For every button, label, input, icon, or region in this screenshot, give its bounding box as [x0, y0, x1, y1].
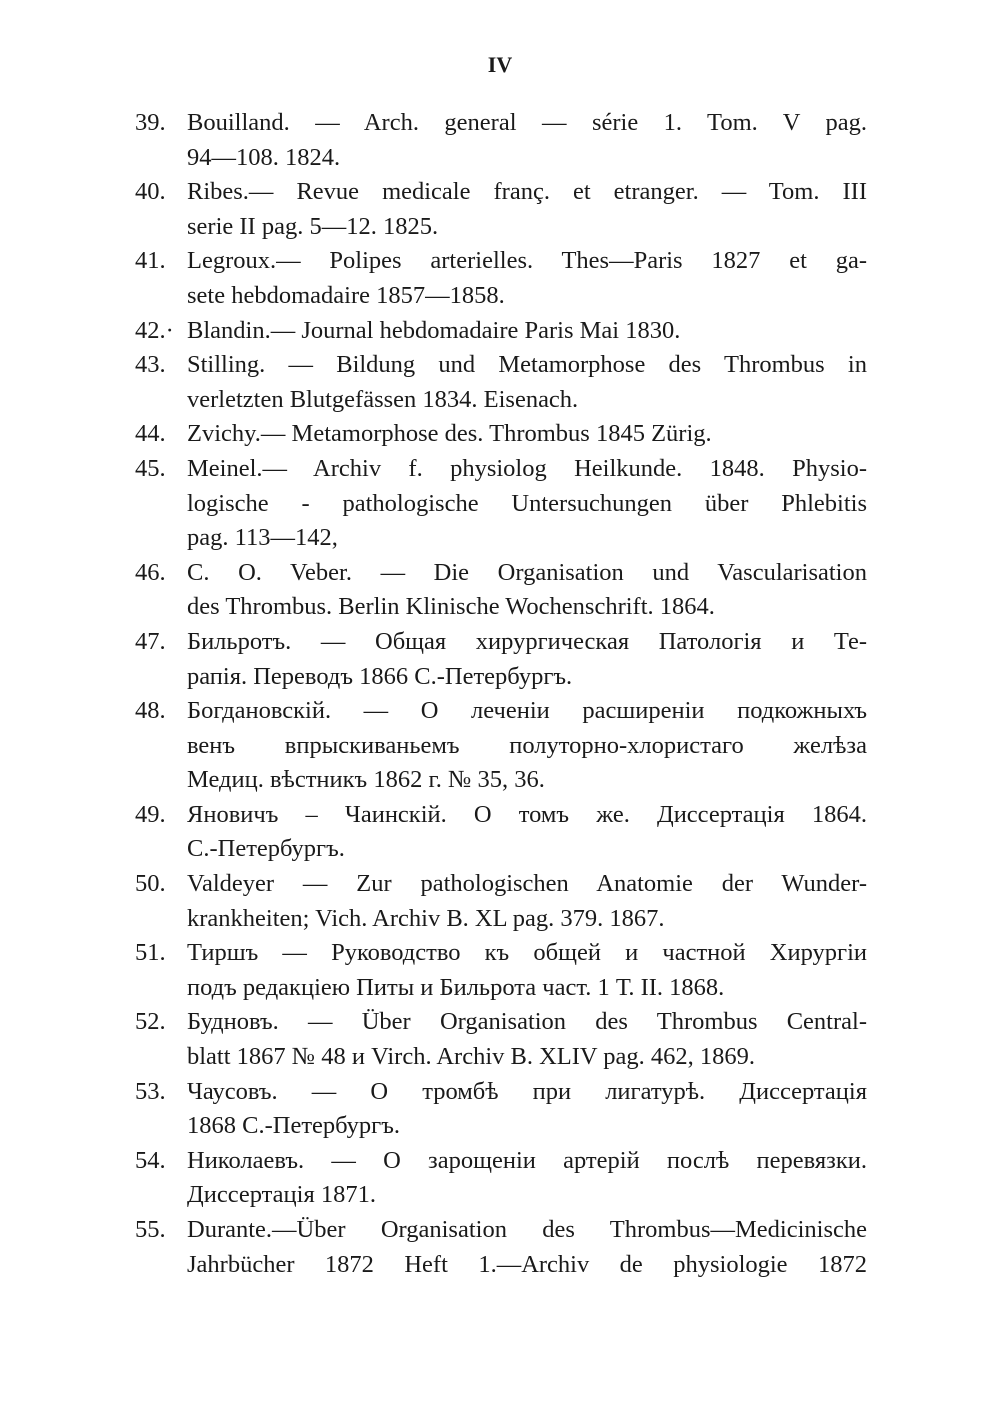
entry-text-line: 94—108. 1824. — [187, 143, 341, 171]
entry-text-line: Яновичъ – Чаинскій. О томъ же. Диссертація 1864. — [187, 800, 867, 828]
bibliography-entry-continuation — [135, 971, 867, 1006]
bibliography-entry-continuation — [135, 1040, 867, 1075]
entry-number: 44. — [135, 420, 166, 448]
entry-text-line: verletzten Blutgefässen 1834. Eisenach. — [187, 385, 579, 413]
bibliography-entry — [135, 1213, 867, 1248]
bibliography-entry — [135, 867, 867, 902]
bibliography-entry — [135, 175, 867, 210]
bibliography-entry-continuation — [135, 590, 867, 625]
entry-text-line: Бильротъ. — Общая хирургическая Патологія и Те- — [187, 627, 867, 655]
bibliography-entry-continuation — [135, 763, 867, 798]
entry-text-line: Stilling. — Bildung und Metamorphose des Thrombus in — [187, 351, 867, 379]
bibliography-entry-continuation — [135, 521, 867, 556]
bibliography-entry-continuation — [135, 832, 867, 867]
entry-number: 50. — [135, 870, 166, 898]
bibliography-entry — [135, 625, 867, 660]
entry-text-line: Jahrbücher 1872 Heft 1.—Archiv de physiologie 1872 — [187, 1250, 867, 1278]
bibliography-entry-continuation — [135, 141, 867, 176]
bibliography-entry-continuation — [135, 487, 867, 522]
entry-text-line: Будновъ. — Über Organisation des Thrombus Central- — [187, 1008, 867, 1036]
entry-text-line: венъ впрыскиваньемъ полуторно-хлористаго желѣза — [187, 731, 867, 759]
entry-text-line: Valdeyer — Zur pathologischen Anatomie der Wunder- — [187, 870, 867, 898]
bibliography-entry-continuation — [135, 1178, 867, 1213]
bibliography-entry-continuation — [135, 660, 867, 695]
entry-number: 40. — [135, 178, 166, 206]
entry-text-line: des Thrombus. Berlin Klinische Wochenschrift. 1864. — [187, 593, 715, 621]
bibliography-entry — [135, 348, 867, 383]
bibliography-entry-continuation — [135, 279, 867, 314]
bibliography-entry — [135, 244, 867, 279]
bibliography-entry — [135, 417, 867, 452]
entry-text-line: logische - pathologische Untersuchungen über Phlebitis — [187, 489, 867, 517]
entry-number: 45. — [135, 454, 166, 482]
entry-text-line: sete hebdomadaire 1857—1858. — [187, 281, 505, 309]
entry-number: 43. — [135, 351, 166, 379]
entry-number: 46. — [135, 558, 166, 586]
entry-number: 49. — [135, 800, 166, 828]
page-number: IV — [487, 52, 513, 77]
entry-text-line: C. O. Veber. — Die Organisation und Vascularisation — [187, 558, 867, 586]
entry-number: 41. — [135, 247, 166, 275]
entry-text-line: Николаевъ. — О зарощеніи артерій послѣ перевязки. — [187, 1146, 867, 1174]
entry-number: 53. — [135, 1077, 166, 1105]
entry-text-line: подъ редакціею Питы и Бильрота част. 1 Т. II. 1868. — [187, 973, 725, 1001]
entry-number: 51. — [135, 939, 166, 967]
entry-text-line: рапія. Переводъ 1866 С.-Петербургъ. — [187, 662, 573, 690]
bibliography-entry-continuation — [135, 1109, 867, 1144]
entry-text-line: С.-Петербургъ. — [187, 835, 345, 863]
bibliography-entry — [135, 556, 867, 591]
entry-text-line: 1868 С.-Петербургъ. — [187, 1112, 401, 1140]
entry-number: 42.· — [135, 316, 174, 344]
entry-number: 54. — [135, 1146, 166, 1174]
entry-number: 55. — [135, 1216, 166, 1243]
entry-number: 52. — [135, 1008, 166, 1036]
bibliography-entry — [135, 452, 867, 487]
entry-text-line: Durante.—Über Organisation des Thrombus—Medicinische — [187, 1216, 867, 1243]
bibliography-entry — [135, 798, 867, 833]
entry-text-line: Тиршъ — Руководство къ общей и частной Хирургіи — [187, 939, 867, 967]
bibliography-entry — [135, 694, 867, 729]
entry-number: 39. — [135, 109, 166, 136]
entry-text-line: Legroux.— Polipes arterielles. Thes—Paris 1827 et ga- — [187, 247, 867, 275]
entry-text-line: Blandin.— Journal hebdomadaire Paris Mai 1830. — [187, 316, 681, 344]
entry-text-line: krankheiten; Vich. Archiv B. XL pag. 379. 1867. — [187, 904, 665, 932]
entry-text-line: Диссертація 1871. — [187, 1181, 376, 1209]
bibliography-entry-continuation — [135, 383, 867, 418]
entry-text-line: Медиц. вѣстникъ 1862 г. № 35, 36. — [187, 766, 545, 794]
bibliography-entry-continuation — [135, 729, 867, 764]
entry-text-line: Чаусовъ. — О тромбѣ при лигатурѣ. Диссертація — [187, 1077, 867, 1105]
entry-text-line: Meinel.— Archiv f. physiolog Heilkunde. 1848. Physio- — [187, 454, 867, 482]
entry-text-line: Bouilland. — Arch. general — série 1. Tom. V pag. — [187, 109, 867, 136]
entry-text-line: serie II pag. 5—12. 1825. — [187, 212, 439, 240]
bibliography-entry — [135, 106, 867, 141]
bibliography-entry-continuation — [135, 1248, 867, 1283]
bibliography-entry — [135, 936, 867, 971]
bibliography-list — [135, 106, 867, 1282]
bibliography-entry — [135, 314, 867, 349]
bibliography-entry-continuation — [135, 902, 867, 937]
entry-number: 48. — [135, 697, 166, 725]
entry-number: 47. — [135, 627, 166, 655]
entry-text-line: blatt 1867 № 48 и Virch. Archiv B. XLIV pag. 462, 1869. — [187, 1043, 756, 1071]
entry-text-line: pag. 113—142, — [187, 524, 338, 552]
bibliography-entry-continuation — [135, 210, 867, 245]
entry-text-line: Zvichy.— Metamorphose des. Thrombus 1845 Zürig. — [187, 420, 712, 448]
entry-text-line: Богдановскій. — О леченіи расширеніи подкожныхъ — [187, 697, 867, 725]
bibliography-entry — [135, 1005, 867, 1040]
bibliography-entry — [135, 1075, 867, 1110]
bibliography-entry — [135, 1144, 867, 1179]
entry-text-line: Ribes.— Revue medicale franç. et etranger. — Tom. III — [187, 178, 867, 206]
